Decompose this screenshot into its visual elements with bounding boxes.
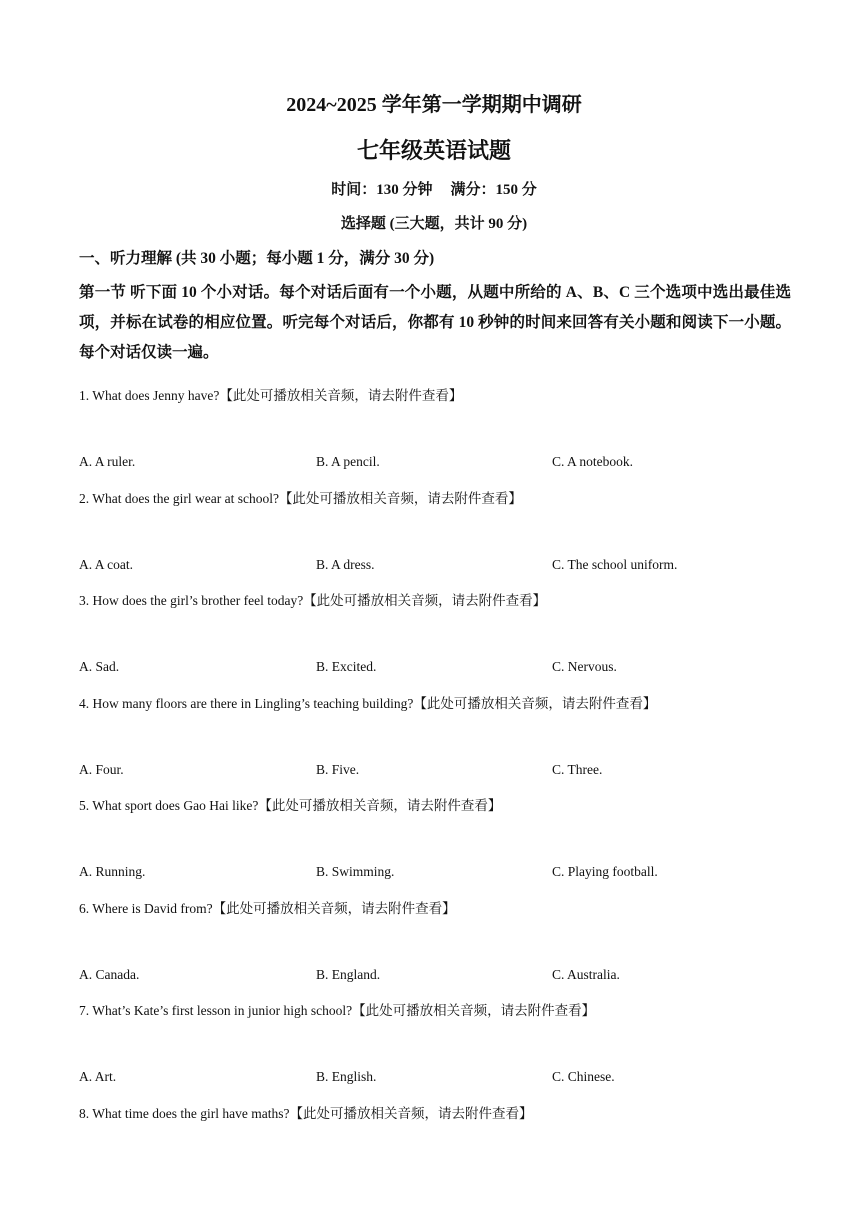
option-b: B. A pencil.: [316, 454, 380, 469]
question-options: [79, 967, 791, 987]
option-c: C. Playing football.: [552, 864, 658, 879]
option-a: A. Sad.: [79, 659, 120, 674]
question-options: [79, 659, 791, 679]
option-b: B. Excited.: [316, 659, 377, 674]
option-c: C. Chinese.: [552, 1069, 615, 1084]
option-b: B. Swimming.: [316, 864, 395, 879]
question-item: [79, 688, 791, 791]
question-options: [79, 557, 791, 577]
question-options: [79, 1069, 791, 1089]
question-item: [79, 585, 791, 688]
option-b: B. English.: [316, 1069, 377, 1084]
part-heading: 一、听力理解 (共 30 小题；每小题 1 分，满分 30 分): [79, 250, 435, 267]
question-options: [79, 454, 791, 474]
question-text: 3. How does the girl’s brother feel today?【此处可播放相关音频，请去附件查看】: [79, 593, 547, 608]
question-item: [79, 1098, 791, 1201]
question-text: 1. What does Jenny have?【此处可播放相关音频，请去附件查看】: [79, 388, 463, 403]
option-a: A. Canada.: [79, 966, 140, 982]
exam-subtitle: 七年级英语试题: [356, 138, 511, 163]
exam-time: 时间：130 分钟: [331, 182, 433, 198]
exam-meta: [0, 178, 868, 199]
option-b: B. A dress.: [316, 556, 375, 572]
question-item: [79, 790, 791, 893]
question-text: 8. What time does the girl have maths?【此处可播放相关音频，请去附件查看】: [79, 1105, 533, 1121]
exam-score: 满分：150 分: [450, 182, 537, 198]
question-text: 5. What sport does Gao Hai like?【此处可播放相关音频，请去附件查看】: [79, 798, 502, 813]
option-c: C. Nervous.: [552, 659, 617, 674]
question-text: 7. What’s Kate’s first lesson in junior high school?【此处可播放相关音频，请去附件查看】: [79, 1003, 596, 1018]
question-item: [79, 995, 791, 1098]
question-text: 4. How many floors are there in Lingling’s teaching building?【此处可播放相关音频，请去附件查看】: [79, 695, 657, 711]
question-options: [79, 762, 791, 782]
question-text: 2. What does the girl wear at school?【此处可播放相关音频，请去附件查看】: [79, 490, 522, 506]
section-title: 选择题 (三大题，共计 90 分): [340, 216, 528, 232]
option-a: A. A ruler.: [79, 454, 136, 469]
option-c: C. A notebook.: [552, 454, 634, 469]
exam-title: 2024~2025 学年第一学期期中调研: [286, 94, 582, 116]
question-options: [79, 864, 791, 884]
question-list: [79, 380, 791, 1200]
option-b: B. England.: [316, 966, 381, 982]
question-text: 6. Where is David from?【此处可播放相关音频，请去附件查看】: [79, 900, 456, 916]
option-a: A. A coat.: [79, 556, 133, 572]
option-c: C. Australia.: [552, 966, 620, 982]
option-a: A. Running.: [79, 864, 146, 879]
option-c: C. Three.: [552, 761, 603, 777]
option-b: B. Five.: [316, 761, 360, 777]
part-instructions: 第一节 听下面 10 个小对话。每个对话后面有一个小题，从题中所给的 A、B、C 三个选项中选出最佳选项，并标在试卷的相应位置。听完每个对话后，你都有 10 秒钟的时间来回答有关小题和阅读下一小题。每个对话仅读一遍。: [79, 284, 791, 361]
option-a: A. Four.: [79, 761, 124, 777]
question-item: [79, 893, 791, 996]
option-c: C. The school uniform.: [552, 556, 678, 572]
option-a: A. Art.: [79, 1069, 117, 1084]
question-item: [79, 380, 791, 483]
question-item: [79, 483, 791, 586]
